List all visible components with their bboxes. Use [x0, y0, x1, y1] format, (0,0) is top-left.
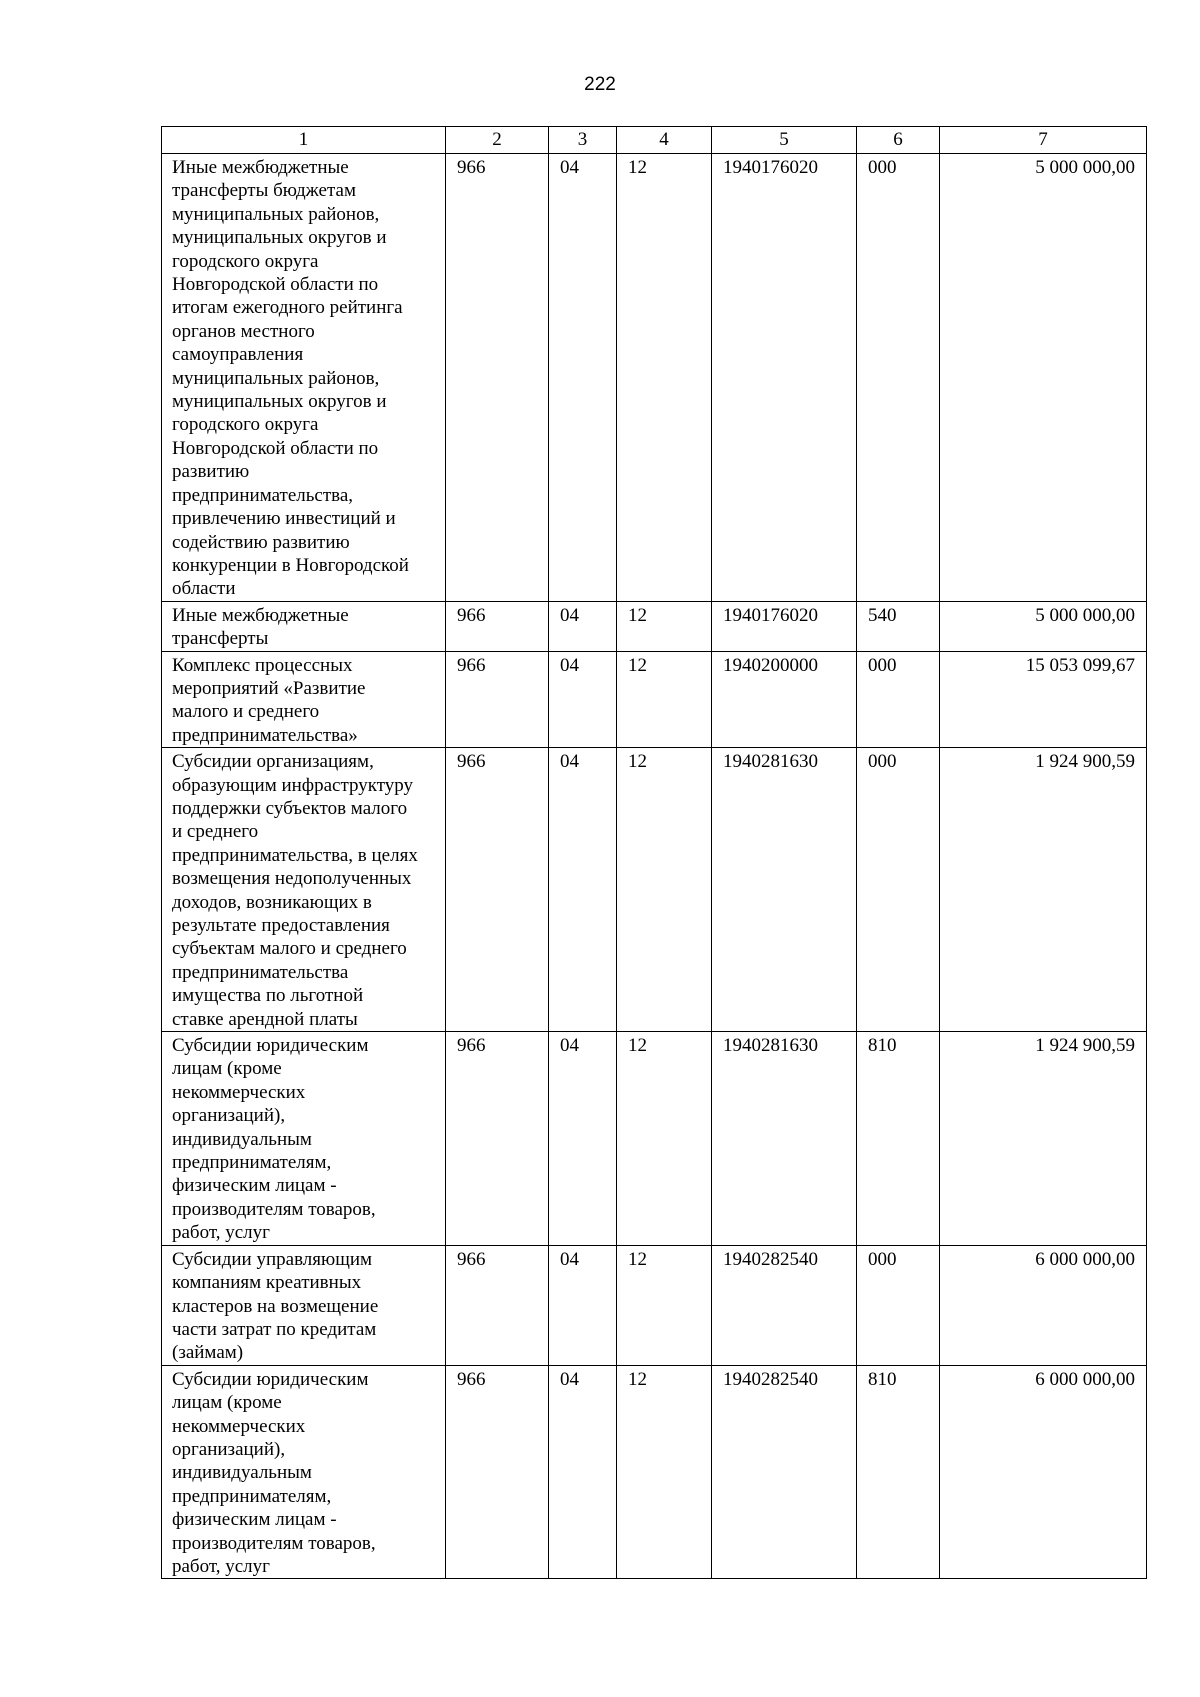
target-code: 1940200000 [712, 651, 857, 748]
amount: 6 000 000,00 [940, 1245, 1147, 1365]
ministry-code: 966 [446, 1365, 549, 1579]
table-row [162, 651, 1147, 748]
section-code: 04 [549, 748, 617, 1032]
ministry-code: 966 [446, 601, 549, 651]
amount: 5 000 000,00 [940, 154, 1147, 602]
ministry-code: 966 [446, 1245, 549, 1365]
target-code: 1940176020 [712, 601, 857, 651]
budget-table [161, 126, 1147, 1579]
subsection-code: 12 [617, 1365, 712, 1579]
section-code: 04 [549, 1245, 617, 1365]
table-row [162, 748, 1147, 1032]
ministry-code: 966 [446, 651, 549, 748]
expense-name: Иные межбюджетные трансферты бюджетам муниципальных районов, муниципальных округов и городского округа Новгородской области по итогам ежегодного рейтинга органов местного самоуправления муниципальных районов, муниципальных округов и городского округа Новгородской области по развитию предпринимательства, привлечению инвестиций и содействию развитию конкуренции в Новгородской области [162, 154, 446, 602]
section-code: 04 [549, 1365, 617, 1579]
table-header-row [162, 127, 1147, 154]
column-header: 5 [712, 127, 857, 154]
target-code: 1940176020 [712, 154, 857, 602]
ministry-code: 966 [446, 1032, 549, 1246]
target-code: 1940282540 [712, 1365, 857, 1579]
expense-type-code: 000 [857, 651, 940, 748]
amount: 6 000 000,00 [940, 1365, 1147, 1579]
section-code: 04 [549, 651, 617, 748]
subsection-code: 12 [617, 154, 712, 602]
column-header: 2 [446, 127, 549, 154]
ministry-code: 966 [446, 748, 549, 1032]
expense-type-code: 000 [857, 154, 940, 602]
expense-name: Иные межбюджетные трансферты [162, 601, 446, 651]
table-row [162, 1245, 1147, 1365]
table-row [162, 1365, 1147, 1579]
subsection-code: 12 [617, 1245, 712, 1365]
target-code: 1940281630 [712, 1032, 857, 1246]
section-code: 04 [549, 1032, 617, 1246]
expense-type-code: 540 [857, 601, 940, 651]
expense-name: Субсидии организациям, образующим инфраструктуру поддержки субъектов малого и среднего предпринимательства, в целях возмещения недополученных доходов, возникающих в результате предоставления субъектам малого и среднего предпринимательства имущества по льготной ставке арендной платы [162, 748, 446, 1032]
section-code: 04 [549, 601, 617, 651]
expense-name: Субсидии юридическим лицам (кроме некоммерческих организаций), индивидуальным предпринимателям, физическим лицам - производителям товаров, работ, услуг [162, 1365, 446, 1579]
amount: 1 924 900,59 [940, 748, 1147, 1032]
column-header: 4 [617, 127, 712, 154]
column-header: 3 [549, 127, 617, 154]
subsection-code: 12 [617, 651, 712, 748]
expense-name: Комплекс процессных мероприятий «Развитие малого и среднего предпринимательства» [162, 651, 446, 748]
expense-type-code: 000 [857, 1245, 940, 1365]
column-header: 7 [940, 127, 1147, 154]
expense-type-code: 810 [857, 1365, 940, 1579]
section-code: 04 [549, 154, 617, 602]
column-header: 1 [162, 127, 446, 154]
table-row [162, 154, 1147, 602]
expense-type-code: 810 [857, 1032, 940, 1246]
column-header: 6 [857, 127, 940, 154]
expense-name: Субсидии управляющим компаниям креативных кластеров на возмещение части затрат по кредитам (займам) [162, 1245, 446, 1365]
table-row [162, 601, 1147, 651]
target-code: 1940281630 [712, 748, 857, 1032]
amount: 1 924 900,59 [940, 1032, 1147, 1246]
page-number: 222 [584, 74, 616, 95]
expense-type-code: 000 [857, 748, 940, 1032]
table-row [162, 1032, 1147, 1246]
amount: 15 053 099,67 [940, 651, 1147, 748]
subsection-code: 12 [617, 1032, 712, 1246]
subsection-code: 12 [617, 601, 712, 651]
subsection-code: 12 [617, 748, 712, 1032]
target-code: 1940282540 [712, 1245, 857, 1365]
ministry-code: 966 [446, 154, 549, 602]
expense-name: Субсидии юридическим лицам (кроме некоммерческих организаций), индивидуальным предпринимателям, физическим лицам - производителям товаров, работ, услуг [162, 1032, 446, 1246]
amount: 5 000 000,00 [940, 601, 1147, 651]
